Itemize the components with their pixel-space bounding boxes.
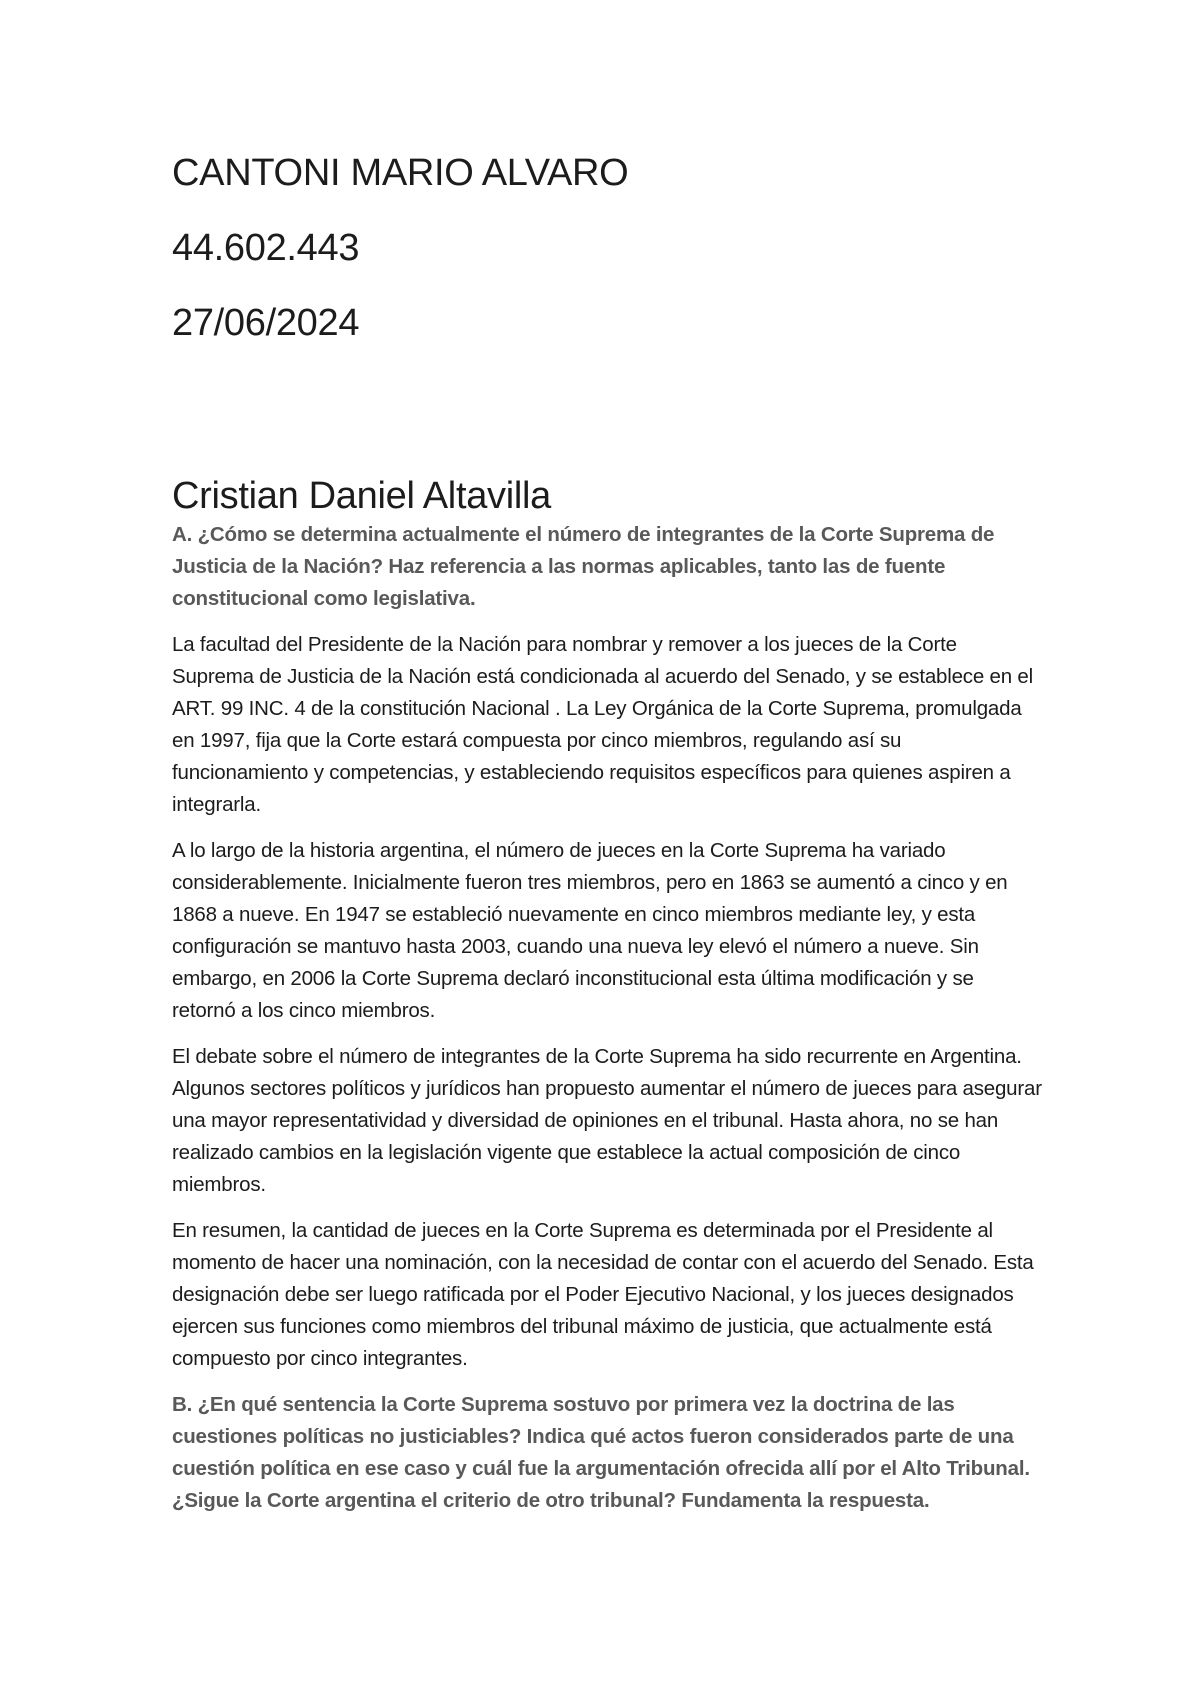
answer-a-paragraph-3: El debate sobre el número de integrantes de la Corte Suprema ha sido recurrente en Argentina. Algunos sectores políticos y jurídicos han propuesto aumentar el número de jueces para asegurar una mayor representatividad y diversidad de opiniones en el tribunal. Hasta ahora, no se han realizado cambios en la legislación vigente que establece la actual composición de cinco miembros.	[172, 1045, 1042, 1196]
professor-name: Cristian Daniel Altavilla	[172, 475, 551, 518]
student-name: CANTONI MARIO ALVARO	[172, 152, 629, 194]
answer-a-paragraph-1: La facultad del Presidente de la Nación para nombrar y remover a los jueces de la Corte Suprema de Justicia de la Nación está condicionada al acuerdo del Senado, y se establece en el ART. 99 INC. 4 de la constitución Nacional . La Ley Orgánica de la Corte Suprema, promulgada en 1997, fija que la Corte estará compuesta por cinco miembros, regulando así su funcionamiento y competencias, y estableciendo requisitos específicos para quienes aspiren a integrarla.	[172, 633, 1033, 816]
question-b: B. ¿En qué sentencia la Corte Suprema sostuvo por primera vez la doctrina de las cuestiones políticas no justiciables? Indica qué actos fueron considerados parte de una cuestión política en ese caso y cuál fue la argumentación ofrecida allí por el Alto Tribunal. ¿Sigue la Corte argentina el criterio de otro tribunal? Fundamenta la respuesta.	[172, 1393, 1030, 1512]
question-a: A. ¿Cómo se determina actualmente el número de integrantes de la Corte Suprema de Justicia de la Nación? Haz referencia a las normas aplicables, tanto las de fuente constitucional como legislativa.	[172, 523, 995, 610]
student-id: 44.602.443	[172, 227, 360, 269]
document-date: 27/06/2024	[172, 302, 360, 344]
answer-a-paragraph-4: En resumen, la cantidad de jueces en la Corte Suprema es determinada por el Presidente al momento de hacer una nominación, con la necesidad de contar con el acuerdo del Senado. Esta designación debe ser luego ratificada por el Poder Ejecutivo Nacional, y los jueces designados ejercen sus funciones como miembros del tribunal máximo de justicia, que actualmente está compuesto por cinco integrantes.	[172, 1219, 1034, 1370]
document-body	[172, 519, 1042, 1531]
answer-a-paragraph-2: A lo largo de la historia argentina, el número de jueces en la Corte Suprema ha variado considerablemente. Inicialmente fueron tres miembros, pero en 1863 se aumentó a cinco y en 1868 a nueve. En 1947 se estableció nuevamente en cinco miembros mediante ley, y esta configuración se mantuvo hasta 2003, cuando una nueva ley elevó el número a nueve. Sin embargo, en 2006 la Corte Suprema declaró inconstitucional esta última modificación y se retornó a los cinco miembros.	[172, 839, 1008, 1022]
